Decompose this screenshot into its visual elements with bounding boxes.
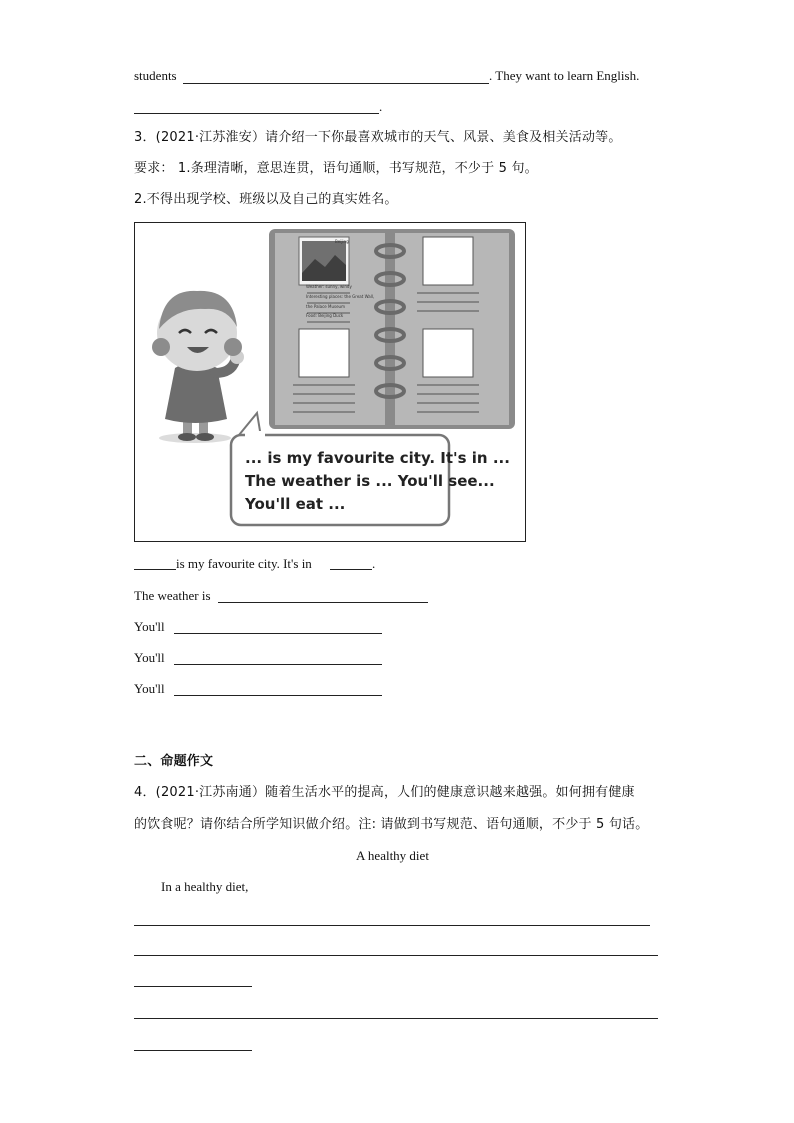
q2-answer-blank-2[interactable] <box>134 113 379 114</box>
q2-after-blank: . They want to learn English. <box>489 68 640 83</box>
album-text-2: Interesting places: the Great Wall, <box>306 294 375 299</box>
bubble-line-2: The weather is ... You'll see... <box>245 472 495 490</box>
q3-youll-blank-2[interactable] <box>174 664 382 665</box>
album-text-4: Food: Beijing Duck <box>306 313 344 318</box>
q4-essay-title: A healthy diet <box>356 848 429 863</box>
q4-prompt-line-2: 的饮食呢？请你结合所学知识做介绍。注: 请做到书写规范、语句通顺，不少于 5 句话。 <box>134 817 649 832</box>
q3-youll-label-1: You'll <box>134 619 165 634</box>
illustration-svg <box>135 223 524 540</box>
q3-youll-blank-1[interactable] <box>174 633 382 634</box>
q4-answer-line-5[interactable] <box>134 1050 252 1051</box>
q3-weather-label: The weather is <box>134 588 211 603</box>
q4-answer-line-1[interactable] <box>134 925 650 926</box>
girl-character <box>152 291 244 443</box>
q4-answer-line-4[interactable] <box>134 1018 658 1019</box>
q4-answer-line-3[interactable] <box>134 986 252 987</box>
q3-requirement-2: 2.不得出现学校、班级以及自己的真实姓名。 <box>134 192 398 207</box>
q2-students-label: students <box>134 68 177 83</box>
album-text-1: Weather: sunny, windy <box>306 284 352 289</box>
album-photo-frame-3 <box>423 329 473 377</box>
q3-weather-blank[interactable] <box>218 602 428 603</box>
q3-city-blank[interactable] <box>134 569 176 570</box>
bubble-line-3: You'll eat ... <box>245 495 346 513</box>
q3-youll-blank-3[interactable] <box>174 695 382 696</box>
bubble-line-1: ... is my favourite city. It's in ... <box>245 449 510 467</box>
section-heading: 二、命题作文 <box>134 754 214 769</box>
q3-youll-label-2: You'll <box>134 650 165 665</box>
album-caption: Beijing <box>335 239 349 244</box>
q3-youll-label-3: You'll <box>134 681 165 696</box>
q4-opening: In a healthy diet, <box>161 879 249 894</box>
q3-requirement-1: 要求： 1.条理清晰，意思连贯，语句通顺，书写规范，不少于 5 句。 <box>134 161 538 176</box>
q4-prompt-line-1: 4．(2021·江苏南通）随着生活水平的提高，人们的健康意识越来越强。如何拥有健康 <box>134 785 635 800</box>
album-photo-frame-1 <box>299 329 349 377</box>
q2-end-period: . <box>379 99 383 114</box>
q3-title: 3．(2021·江苏淮安）请介绍一下你最喜欢城市的天气、风景、美食及相关活动等。 <box>134 130 622 145</box>
q4-answer-line-2[interactable] <box>134 955 658 956</box>
album-text-3: the Palace Museum <box>306 304 345 309</box>
album-photo-frame-2 <box>423 237 473 285</box>
q3-line1-end: . <box>372 556 376 571</box>
q3-illustration <box>134 222 526 542</box>
q2-answer-blank-1[interactable] <box>183 83 489 84</box>
q3-line1-text: is my favourite city. It's in <box>176 556 312 571</box>
q3-location-blank[interactable] <box>330 569 372 570</box>
